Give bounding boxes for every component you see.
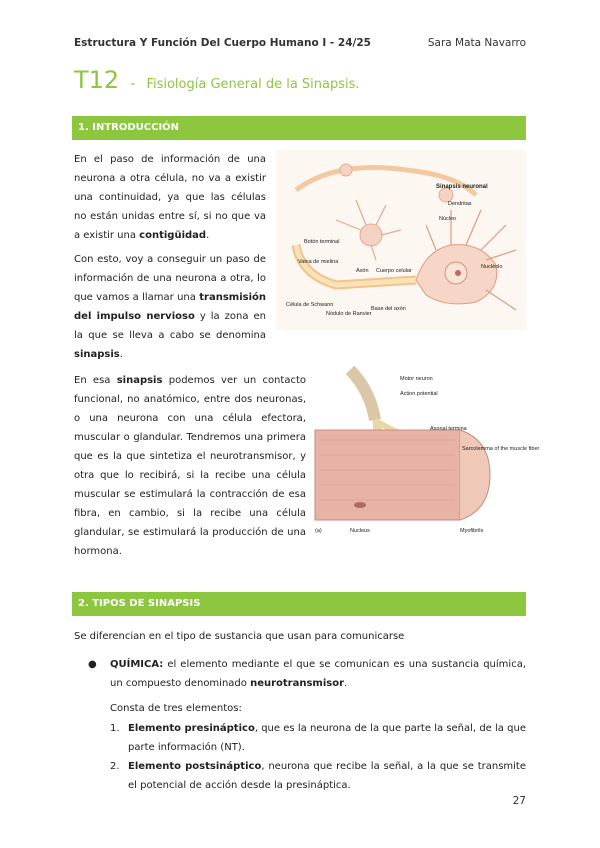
intro-paragraph-3: En esa sinapsis podemos ver un contacto funcional, no anatómico, entre dos neuronas, o una neurona con una célula efectora, muscular o glandular. Tendremos una primera que es la que sintetiza el neurotransmisor, y otra que lo recibirá, si la recibe una célula muscular se estimulará la contracción de esa fibra, en cambio, si la recibe una célula glandular, se estimulará la producción de una hormona. bbox=[74, 375, 306, 557]
label-sarcolemma: Sarcolemma of the muscle fiber bbox=[462, 446, 540, 452]
label-cuerpo: Cuerpo celular bbox=[376, 268, 412, 274]
consta-text: Consta de tres elementos: bbox=[110, 703, 242, 714]
label-sinapsis: Sinapsis neuronal bbox=[436, 184, 488, 190]
bullet-quimica: ● QUÍMICA: el elemento mediante el que se comunican es una sustancia química, un compuesto denominado neurotransmisor. bbox=[90, 655, 526, 693]
label-nodulo: Nódulo de Ranvier bbox=[326, 311, 372, 317]
label-motor: Motor neuron bbox=[400, 376, 433, 382]
neuron-diagram bbox=[276, 150, 526, 330]
title-text: Fisiología General de la Sinapsis. bbox=[146, 77, 360, 92]
label-schwann: Célula de Schwann bbox=[286, 302, 334, 308]
page-title bbox=[74, 66, 360, 94]
header-author: Sara Mata Navarro bbox=[427, 37, 526, 49]
page-number: 27 bbox=[512, 795, 526, 807]
label-vaina: Vaina de mielina bbox=[298, 259, 339, 265]
label-a: (a) bbox=[315, 528, 322, 534]
header-course: Estructura Y Función Del Cuerpo Humano I - 24/25 bbox=[74, 37, 371, 49]
bullet-icon: ● bbox=[88, 659, 97, 670]
label-axonal: Axonal termina bbox=[430, 426, 467, 432]
section-heading-introduccion: 1. INTRODUCCIÓN bbox=[72, 116, 526, 140]
title-code: T12 bbox=[74, 66, 120, 94]
section-heading-tipos: 2. TIPOS DE SINAPSIS bbox=[72, 592, 526, 616]
label-nucleus: Nucleus bbox=[350, 528, 370, 534]
label-nucleo: Núcleo bbox=[439, 216, 457, 222]
muscle-fiber-diagram bbox=[310, 370, 540, 540]
intro-paragraph-1: En el paso de información de una neurona a otra célula, no va a existir una continuidad, ya que las células no están unidas entre sí, si no que va a existir una contigüidad. bbox=[74, 154, 266, 241]
title-dash: - bbox=[130, 76, 136, 92]
label-nucleolo: Nucléolo bbox=[481, 264, 503, 270]
label-boton: Botón terminal bbox=[304, 239, 340, 245]
label-dendritas: Dendritas bbox=[448, 201, 472, 207]
intro-paragraph-2: Con esto, voy a conseguir un paso de información de una neurona a otra, lo que vamos a llamar una transmisión del impulso nervioso y la zona en la que se lleva a cabo se denomina sinapsis. bbox=[74, 254, 266, 360]
label-myofibrils: Myofibrils bbox=[460, 528, 484, 534]
tipos-intro: Se diferencian en el tipo de sustancia que usan para comunicarse bbox=[74, 631, 405, 642]
label-axon: Axón bbox=[356, 268, 369, 274]
label-action: Action potential bbox=[400, 391, 438, 397]
list-item: 2. Elemento postsináptico, neurona que recibe la señal, a la que se transmite el potencial de acción desde la presináptica. bbox=[110, 761, 527, 791]
label-base: Base del axón bbox=[371, 306, 406, 312]
list-item: 1. Elemento presináptico, que es la neurona de la que parte la señal, de la que parte información (NT). bbox=[110, 723, 526, 753]
muscle-fiber-icon bbox=[315, 430, 490, 520]
